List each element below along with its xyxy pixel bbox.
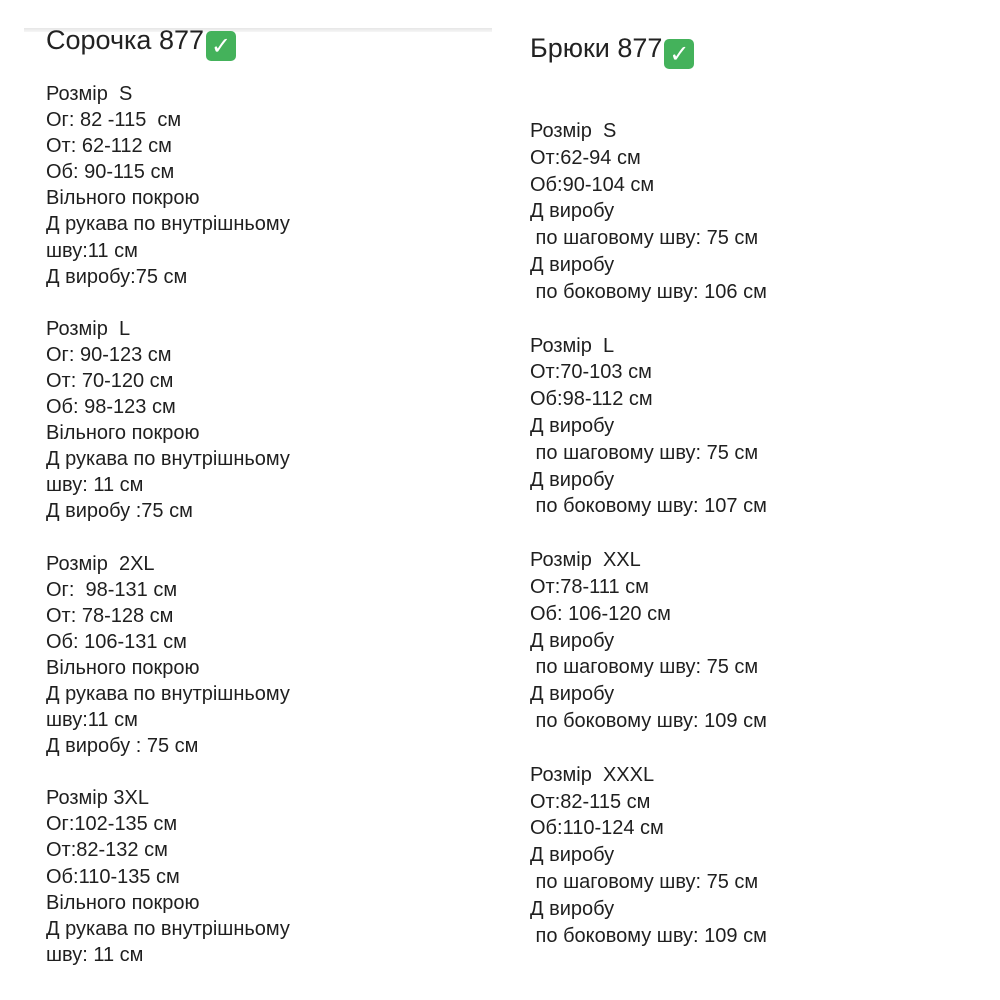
size-label: Розмір S: [530, 120, 617, 142]
garment-length: Д виробу :75 см: [46, 500, 193, 523]
sleeve-seam-length: шву:11 см: [46, 709, 138, 732]
length-label: Д виробу: [530, 897, 615, 920]
chest-measurement: Ог: 82 -115 см: [46, 109, 182, 132]
hip-measurement: Об:90-104 см: [530, 173, 655, 196]
chest-measurement: Ог: 98-131 см: [46, 578, 178, 601]
sleeve-seam-length: шву: 11 см: [46, 474, 144, 497]
waist-measurement: От:78-111 см: [530, 575, 649, 598]
side-seam-length: по боковому шву: 109 см: [530, 924, 767, 947]
hip-measurement: Об:98-112 см: [530, 388, 653, 411]
pants-size-block-xxxl: [530, 762, 767, 950]
size-label: Розмір 3XL: [46, 787, 149, 810]
inseam-length: по шаговому шву: 75 см: [530, 656, 759, 679]
shirt-size-block-3xl: [46, 785, 290, 968]
length-label: Д виробу: [530, 200, 615, 223]
hip-measurement: Об: 106-120 см: [530, 602, 671, 625]
hip-measurement: Об: 90-115 см: [46, 161, 175, 184]
pants-size-block-s: [530, 118, 767, 306]
length-label: Д виробу: [530, 844, 615, 867]
hip-measurement: Об:110-124 см: [530, 817, 664, 840]
cut-note: Вільного покрою: [46, 187, 200, 210]
side-seam-length: по боковому шву: 106 см: [530, 280, 767, 303]
sleeve-length-label: Д рукава по внутрішньому: [46, 213, 290, 236]
cut-note: Вільного покрою: [46, 656, 200, 679]
pants-title: [530, 32, 694, 69]
hip-measurement: Об: 98-123 см: [46, 396, 176, 419]
sleeve-seam-length: шву: 11 см: [46, 943, 144, 966]
pants-size-block-l: [530, 333, 767, 521]
chest-measurement: Ог:102-135 см: [46, 813, 178, 836]
waist-measurement: От:62-94 см: [530, 146, 641, 169]
pants-size-block-xxl: [530, 547, 767, 735]
check-mark-button-icon: ✓: [206, 31, 236, 61]
size-label: Розмір XXXL: [530, 763, 655, 786]
pants-size-list: [530, 118, 767, 976]
shirt-size-block-l: [46, 316, 290, 525]
sleeve-length-label: Д рукава по внутрішньому: [46, 917, 290, 940]
sleeve-length-label: Д рукава по внутрішньому: [46, 448, 290, 471]
size-label: Розмір XXL: [530, 549, 641, 572]
size-label: Розмір L: [46, 317, 131, 340]
waist-measurement: От: 78-128 см: [46, 604, 174, 627]
waist-measurement: От: 62-112 см: [46, 135, 172, 158]
chest-measurement: Ог: 90-123 см: [46, 343, 172, 366]
inseam-length: по шаговому шву: 75 см: [530, 441, 759, 464]
waist-measurement: От:82-132 см: [46, 839, 168, 862]
size-label: Розмір S: [46, 83, 133, 105]
cut-note: Вільного покрою: [46, 422, 200, 445]
hip-measurement: Об: 106-131 см: [46, 630, 187, 653]
size-label: Розмір L: [530, 334, 615, 357]
check-mark-button-icon: ✓: [664, 39, 694, 69]
hip-measurement: Об:110-135 см: [46, 865, 180, 888]
garment-length: Д виробу:75 см: [46, 265, 188, 288]
shirt-size-block-s: [46, 81, 290, 290]
sleeve-length-label: Д рукава по внутрішньому: [46, 682, 290, 705]
side-seam-length: по боковому шву: 107 см: [530, 495, 767, 518]
shirt-title: [46, 24, 236, 61]
shirt-size-block-2xl: [46, 551, 290, 760]
size-label: Розмір 2XL: [46, 552, 155, 575]
shirt-size-list: [46, 81, 290, 994]
length-label: Д виробу: [530, 253, 615, 276]
shirt-title-text: Сорочка 877: [46, 25, 204, 55]
length-label: Д виробу: [530, 414, 615, 437]
cut-note: Вільного покрою: [46, 891, 200, 914]
inseam-length: по шаговому шву: 75 см: [530, 870, 759, 893]
side-seam-length: по боковому шву: 109 см: [530, 709, 767, 732]
waist-measurement: От: 70-120 см: [46, 369, 174, 392]
waist-measurement: От:82-115 см: [530, 790, 651, 813]
garment-length: Д виробу : 75 см: [46, 735, 199, 758]
length-label: Д виробу: [530, 629, 615, 652]
sleeve-seam-length: шву:11 см: [46, 239, 138, 262]
waist-measurement: От:70-103 см: [530, 361, 652, 384]
pants-title-text: Брюки 877: [530, 33, 663, 63]
length-label: Д виробу: [530, 683, 615, 706]
length-label: Д виробу: [530, 468, 615, 491]
inseam-length: по шаговому шву: 75 см: [530, 227, 759, 250]
